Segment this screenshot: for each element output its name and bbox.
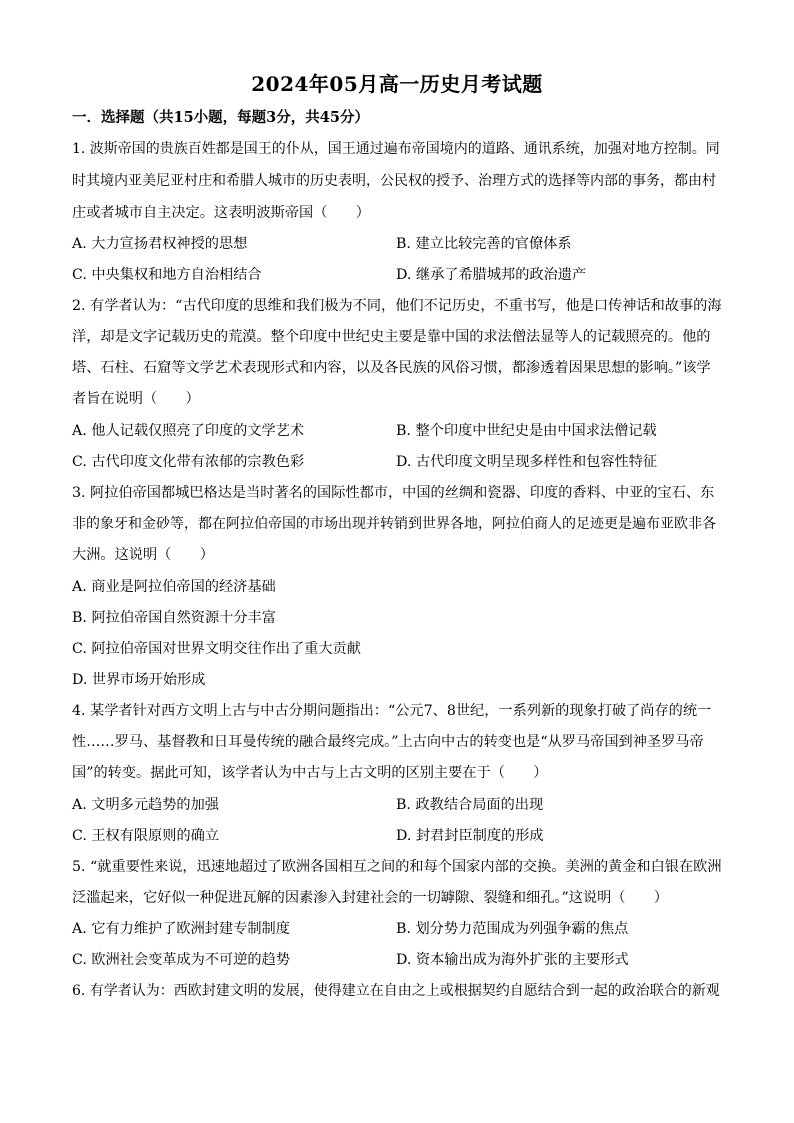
q4-line-3: 国”的转变。据此可知，该学者认为中古与上古文明的区别主要在于（ ） <box>72 765 548 781</box>
q3-option-d: D. 世界市场开始形成 <box>72 672 206 688</box>
q2-option-d: D. 古代印度文明呈现多样性和包容性特征 <box>396 454 658 470</box>
q1-line-3: 庄或者城市自主决定。这表明波斯帝国（ ） <box>72 205 370 221</box>
q2-option-a: A. 他人记载仅照亮了印度的文学艺术 <box>72 423 305 439</box>
q2-option-b: B. 整个印度中世纪史是由中国求法僧记载 <box>396 423 657 439</box>
q3-line-1: 3. 阿拉伯帝国都城巴格达是当时著名的国际性都市，中国的丝绸和瓷器、印度的香料、中亚的宝石、东 <box>72 485 715 501</box>
q4-line-2: 性……罗马、基督教和日耳曼传统的融合最终完成。”上古向中古的转变也是“从罗马帝国到神圣罗马帝 <box>72 734 704 750</box>
q2-line-3: 塔、石柱、石窟等文学艺术表现形式和内容，以及各民族的风俗习惯，都渗透着因果思想的影响。”该学 <box>72 360 711 376</box>
q1-option-d: D. 继承了希腊城邦的政治遗产 <box>396 267 587 283</box>
q3-line-2: 非的象牙和金砂等，都在阿拉伯帝国的市场出现并转销到世界各地，阿拉伯商人的足迹更是遍布亚欧非各 <box>72 516 716 532</box>
q5-option-a: A. 它有力维护了欧洲封建专制制度 <box>72 921 290 937</box>
page-title: 2024年05月高一历史月考试题 <box>251 72 543 96</box>
q5-option-c: C. 欧洲社会变革成为不可逆的趋势 <box>72 952 290 968</box>
q3-option-c: C. 阿拉伯帝国对世界文明交往作出了重大贡献 <box>72 641 361 657</box>
q5-option-b: B. 划分势力范围成为列强争霸的焦点 <box>396 921 629 937</box>
q4-option-c: C. 王权有限原则的确立 <box>72 828 220 844</box>
q4-option-d: D. 封君封臣制度的形成 <box>396 828 544 844</box>
q2-line-4: 者旨在说明（ ） <box>72 391 200 407</box>
q1-option-b: B. 建立比较完善的官僚体系 <box>396 236 572 252</box>
q5-line-1: 5. “就重要性来说，迅速地超过了欧洲各国相互之间的和每个国家内部的交换。美洲的黄金和白银在欧洲 <box>72 859 722 875</box>
q5-line-2: 泛滥起来，它好似一种促进瓦解的因素渗入封建社会的一切罅隙、裂缝和细孔。”这说明（ ） <box>72 890 669 906</box>
section-heading: 一．选择题（共15小题，每题3分，共45分） <box>72 109 369 126</box>
q2-line-2: 洋，却是文字记载历史的荒漠。整个印度中世纪史主要是靠中国的求法僧法显等人的记载照亮的。他的 <box>72 329 711 345</box>
q1-option-a: A. 大力宣扬君权神授的思想 <box>72 236 248 252</box>
q2-option-c: C. 古代印度文化带有浓郁的宗教色彩 <box>72 454 305 470</box>
q4-line-1: 4. 某学者针对西方文明上古与中古分期问题指出：“公元7、8世纪，一系列新的现象打破了尚存的统一 <box>72 703 712 719</box>
q4-option-a: A. 文明多元趋势的加强 <box>72 797 219 813</box>
q1-option-c: C. 中央集权和地方自治相结合 <box>72 267 262 283</box>
q2-line-1: 2. 有学者认为：“古代印度的思维和我们极为不同，他们不记历史，不重书写，他是口传神话和故事的海 <box>72 298 722 314</box>
q3-line-3: 大洲。这说明（ ） <box>72 547 214 563</box>
q4-option-b: B. 政教结合局面的出现 <box>396 797 544 813</box>
q3-option-b: B. 阿拉伯帝国自然资源十分丰富 <box>72 610 276 626</box>
q1-line-2: 时其境内亚美尼亚村庄和希腊人城市的历史表明，公民权的授予、治理方式的选择等内部的事务，都由村 <box>72 173 716 189</box>
q1-line-1: 1. 波斯帝国的贵族百姓都是国王的仆从，国王通过遍布帝国境内的道路、通讯系统，加强对地方控制。同 <box>72 141 720 157</box>
q5-option-d: D. 资本输出成为海外扩张的主要形式 <box>396 952 629 968</box>
q3-option-a: A. 商业是阿拉伯帝国的经济基础 <box>72 579 276 595</box>
q6-line-1: 6. 有学者认为：西欧封建文明的发展，使得建立在自由之上或根据契约自愿结合到一起的政治联合的新观 <box>72 983 720 999</box>
